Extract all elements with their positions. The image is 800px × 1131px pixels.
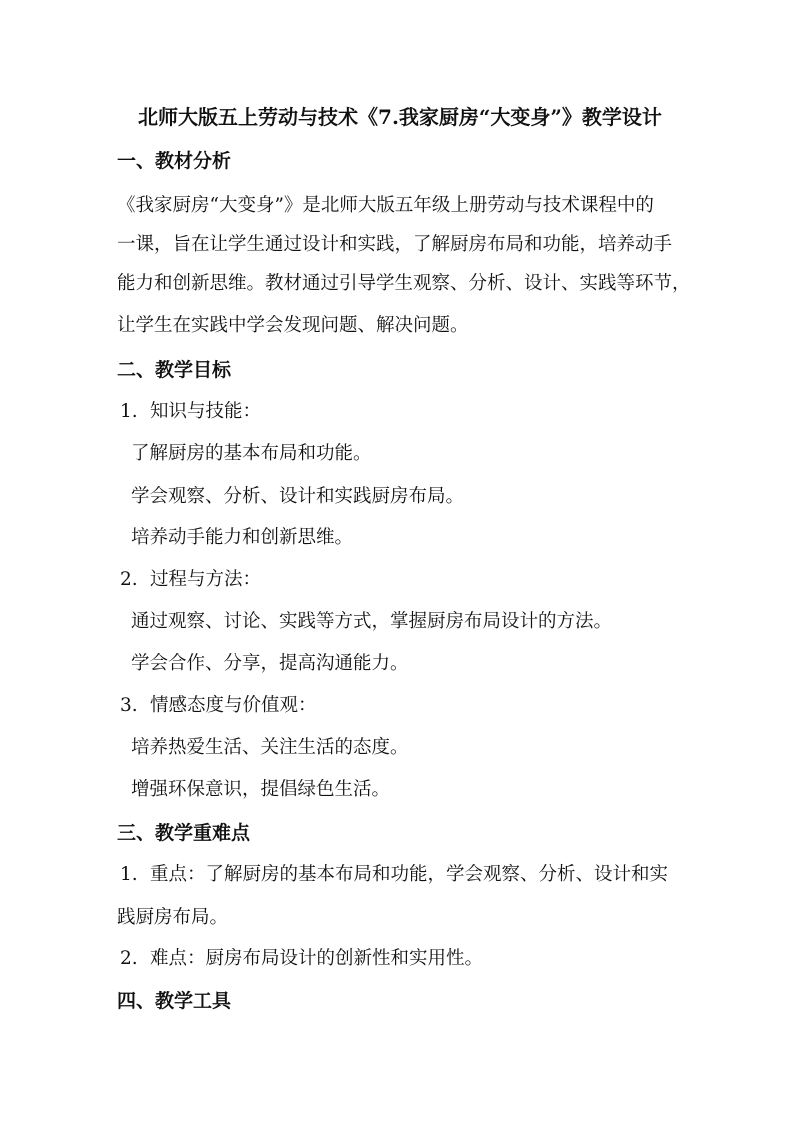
key-point-item — [120, 946, 483, 972]
document-title: 北师大版五上劳动与技术《7.我家厨房“大变身”》教学设计 — [138, 105, 662, 129]
list-number: 1. — [120, 401, 138, 422]
list-item: 了解厨房的基本布局和功能。 — [131, 443, 372, 464]
goal-group-label: 情感态度与价值观： — [150, 695, 317, 716]
key-point-text: 重点：了解厨房的基本布局和功能，学会观察、分析、设计和实 — [150, 864, 669, 885]
list-number: 2. — [120, 569, 138, 590]
paragraph-line: 让学生在实践中学会发现问题、解决问题。 — [117, 315, 469, 336]
paragraph-line: 能力和创新思维。教材通过引导学生观察、分析、设计、实践等环节， — [117, 273, 691, 294]
paragraph-line: 一课，旨在让学生通过设计和实践，了解厨房布局和功能，培养动手 — [117, 234, 673, 255]
section-heading-key-difficult-points: 三、教学重难点 — [117, 822, 251, 844]
key-point-text: 难点：厨房布局设计的创新性和实用性。 — [150, 948, 484, 969]
goal-group-title — [120, 693, 317, 719]
list-item: 增强环保意识，提倡绿色生活。 — [131, 779, 391, 800]
section-heading-textbook-analysis: 一、教材分析 — [117, 150, 232, 172]
list-number: 1. — [120, 864, 138, 885]
key-point-continuation: 践厨房布局。 — [117, 907, 229, 928]
goal-group-label: 过程与方法： — [150, 569, 262, 590]
goal-group-label: 知识与技能： — [150, 401, 262, 422]
list-item: 培养动手能力和创新思维。 — [131, 527, 354, 548]
section-heading-teaching-goals: 二、教学目标 — [117, 359, 232, 381]
list-item: 学会合作、分享，提高沟通能力。 — [131, 653, 409, 674]
goal-group-title — [120, 567, 261, 593]
list-number: 2. — [120, 948, 138, 969]
section-heading-teaching-tools: 四、教学工具 — [117, 990, 232, 1012]
list-number: 3. — [120, 695, 138, 716]
paragraph-line: 《我家厨房“大变身”》是北师大版五年级上册劳动与技术课程中的 — [117, 195, 654, 216]
goal-group-title — [120, 399, 261, 425]
key-point-item — [120, 862, 668, 888]
list-item: 培养热爱生活、关注生活的态度。 — [131, 737, 409, 758]
list-item: 通过观察、讨论、实践等方式，掌握厨房布局设计的方法。 — [131, 611, 613, 632]
list-item: 学会观察、分析、设计和实践厨房布局。 — [131, 486, 465, 507]
